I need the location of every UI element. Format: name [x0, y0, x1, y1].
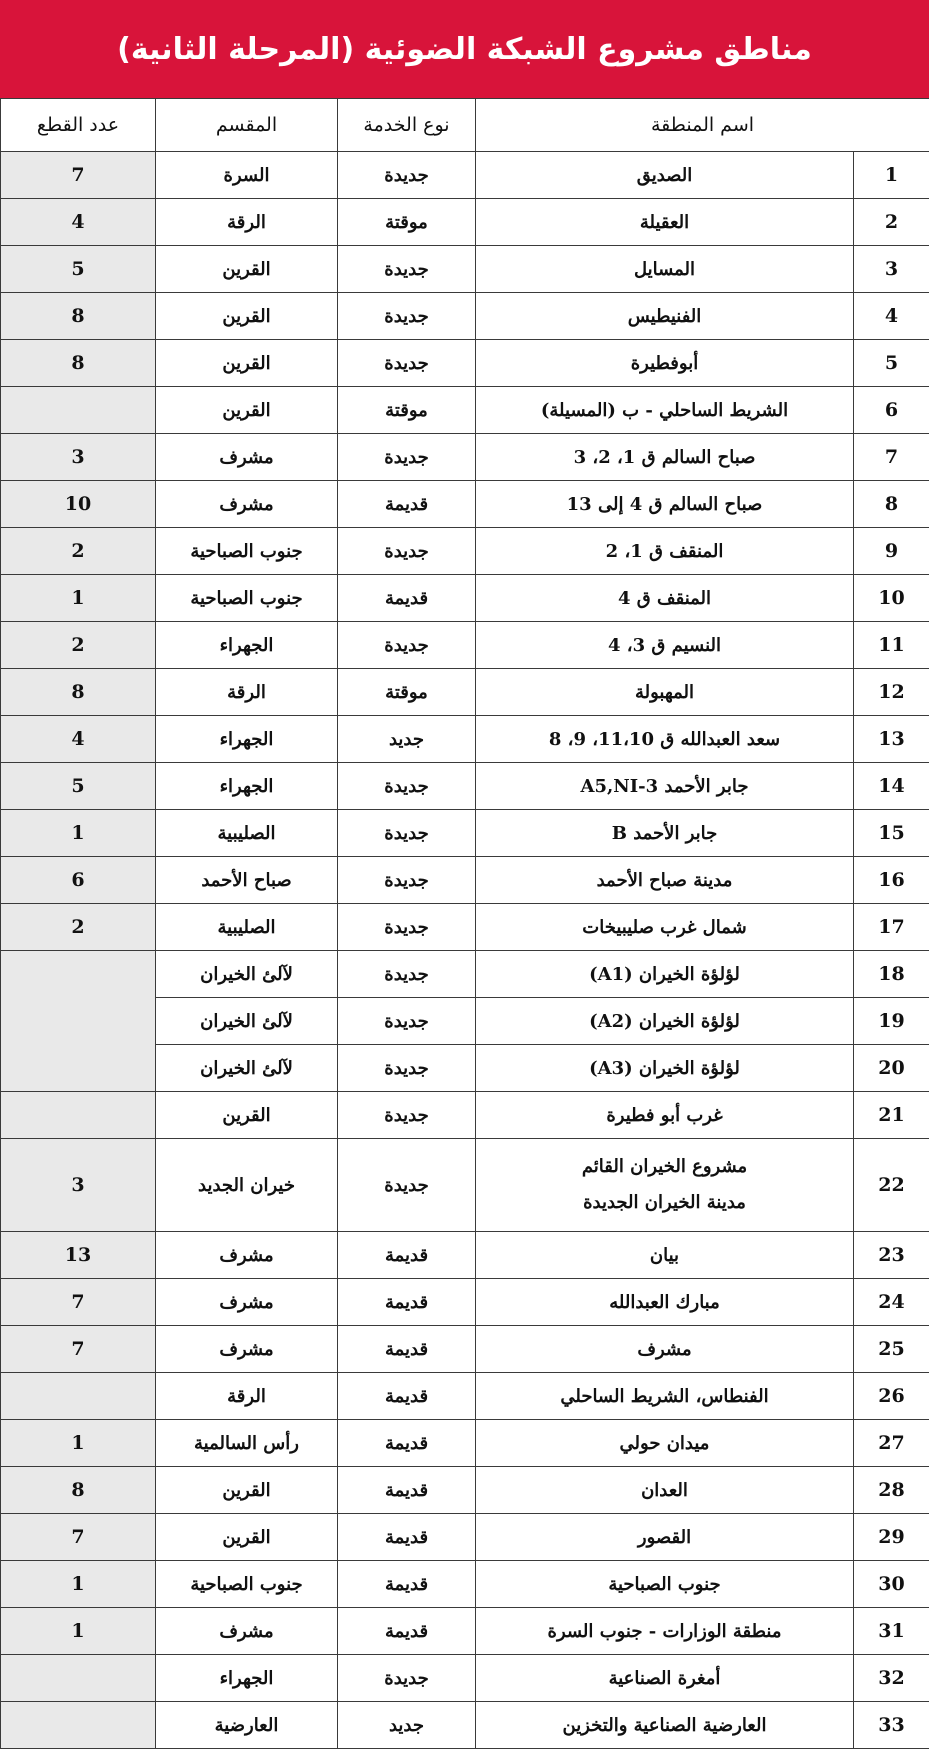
row-number: 22 [854, 1139, 929, 1232]
division-cell: القرين [156, 387, 338, 434]
table-row [1, 1561, 929, 1608]
row-number: 11 [854, 622, 929, 669]
table-row [1, 622, 929, 669]
plot-count-cell: 2 [1, 528, 156, 575]
area-name-cell: المسايل [476, 246, 854, 293]
row-number: 4 [854, 293, 929, 340]
area-name-cell: الفنيطيس [476, 293, 854, 340]
table-row [1, 904, 929, 951]
table-row [1, 1139, 929, 1232]
division-cell: مشرف [156, 434, 338, 481]
table-row [1, 246, 929, 293]
row-number: 33 [854, 1702, 929, 1749]
row-number: 7 [854, 434, 929, 481]
service-type-cell: قديمة [338, 481, 476, 528]
service-type-cell: جديدة [338, 857, 476, 904]
area-name-cell: صباح السالم ق 1، 2، 3 [476, 434, 854, 481]
division-cell: الرقة [156, 669, 338, 716]
area-name-cell: أمغرة الصناعية [476, 1655, 854, 1702]
service-type-cell: قديمة [338, 1326, 476, 1373]
table-row [1, 1514, 929, 1561]
division-cell: الجهراء [156, 622, 338, 669]
service-type-cell: جديدة [338, 951, 476, 998]
area-name-cell: العارضية الصناعية والتخزين [476, 1702, 854, 1749]
row-number: 6 [854, 387, 929, 434]
table-row [1, 293, 929, 340]
table-header-row [1, 99, 929, 152]
area-name-cell: الصديق [476, 152, 854, 199]
plot-count-cell: 7 [1, 1279, 156, 1326]
area-name-cell: جابر الأحمد A5,NI-3 [476, 763, 854, 810]
division-cell: الصليبية [156, 810, 338, 857]
plot-count-cell: 1 [1, 1420, 156, 1467]
row-number: 9 [854, 528, 929, 575]
division-cell: لآلئ الخيران [156, 998, 338, 1045]
service-type-cell: قديمة [338, 575, 476, 622]
plot-count-cell: 1 [1, 810, 156, 857]
plot-count-cell [1, 1702, 156, 1749]
service-type-cell: جديد [338, 716, 476, 763]
table-row [1, 1092, 929, 1139]
division-cell: السرة [156, 152, 338, 199]
area-name-cell: العدان [476, 1467, 854, 1514]
table-row [1, 1279, 929, 1326]
division-cell: لآلئ الخيران [156, 951, 338, 998]
table-row [1, 199, 929, 246]
area-name-cell: الفنطاس، الشريط الساحلي [476, 1373, 854, 1420]
plot-count-cell: 8 [1, 293, 156, 340]
service-type-cell: قديمة [338, 1373, 476, 1420]
table-row [1, 528, 929, 575]
service-type-cell: جديدة [338, 810, 476, 857]
row-number: 19 [854, 998, 929, 1045]
row-number: 32 [854, 1655, 929, 1702]
row-number: 17 [854, 904, 929, 951]
table-row [1, 669, 929, 716]
area-name-cell: لؤلؤة الخيران (A2) [476, 998, 854, 1045]
plot-count-cell [1, 1092, 156, 1139]
plot-count-cell: 8 [1, 340, 156, 387]
division-cell: خيران الجديد [156, 1139, 338, 1232]
division-cell: مشرف [156, 1279, 338, 1326]
plot-count-cell: 2 [1, 904, 156, 951]
row-number: 15 [854, 810, 929, 857]
division-cell: القرين [156, 1467, 338, 1514]
service-type-cell: جديدة [338, 528, 476, 575]
header-area-name: اسم المنطقة [476, 99, 929, 152]
plot-count-cell: 3 [1, 434, 156, 481]
service-type-cell: جديدة [338, 152, 476, 199]
area-name-cell: غرب أبو فطيرة [476, 1092, 854, 1139]
plot-count-cell: 6 [1, 857, 156, 904]
service-type-cell: جديدة [338, 1045, 476, 1092]
area-name-cell [476, 1139, 854, 1232]
row-number: 20 [854, 1045, 929, 1092]
plot-count-cell: 1 [1, 575, 156, 622]
area-name-cell: العقيلة [476, 199, 854, 246]
table-row [1, 434, 929, 481]
service-type-cell: موقتة [338, 387, 476, 434]
division-cell: العارضية [156, 1702, 338, 1749]
table-row [1, 1702, 929, 1749]
row-number: 23 [854, 1232, 929, 1279]
area-name-cell: المنقف ق 1، 2 [476, 528, 854, 575]
table-row [1, 575, 929, 622]
service-type-cell: قديمة [338, 1608, 476, 1655]
division-cell: الصليبية [156, 904, 338, 951]
area-name-cell: مدينة صباح الأحمد [476, 857, 854, 904]
service-type-cell: جديدة [338, 1655, 476, 1702]
plot-count-cell: 1 [1, 1561, 156, 1608]
division-cell: الرقة [156, 199, 338, 246]
service-type-cell: قديمة [338, 1420, 476, 1467]
table-row [1, 1655, 929, 1702]
row-number: 16 [854, 857, 929, 904]
plot-count-cell: 8 [1, 1467, 156, 1514]
plot-count-cell: 7 [1, 152, 156, 199]
table-row [1, 763, 929, 810]
division-cell: صباح الأحمد [156, 857, 338, 904]
service-type-cell: جديدة [338, 763, 476, 810]
division-cell: الجهراء [156, 1655, 338, 1702]
plot-count-cell [1, 1373, 156, 1420]
row-number: 5 [854, 340, 929, 387]
table-row [1, 1608, 929, 1655]
service-type-cell: جديدة [338, 340, 476, 387]
service-type-cell: قديمة [338, 1232, 476, 1279]
area-name-line-2: مدينة الخيران الجديدة [583, 1192, 746, 1213]
row-number: 10 [854, 575, 929, 622]
plot-count-cell [1, 1655, 156, 1702]
area-name-cell: أبوفطيرة [476, 340, 854, 387]
row-number: 31 [854, 1608, 929, 1655]
header-division: المقسم [156, 99, 338, 152]
service-type-cell: جديدة [338, 1139, 476, 1232]
division-cell: مشرف [156, 481, 338, 528]
division-cell: مشرف [156, 1608, 338, 1655]
plot-count-cell [1, 951, 156, 1092]
division-cell: مشرف [156, 1232, 338, 1279]
service-type-cell: موقتة [338, 199, 476, 246]
plot-count-cell: 4 [1, 199, 156, 246]
row-number: 29 [854, 1514, 929, 1561]
row-number: 2 [854, 199, 929, 246]
table-row [1, 340, 929, 387]
areas-table [0, 98, 929, 1749]
division-cell: الجهراء [156, 716, 338, 763]
division-cell: القرين [156, 293, 338, 340]
division-cell: القرين [156, 1092, 338, 1139]
table-row [1, 857, 929, 904]
area-name-cell: الشريط الساحلي - ب (المسيلة) [476, 387, 854, 434]
row-number: 21 [854, 1092, 929, 1139]
service-type-cell: جديد [338, 1702, 476, 1749]
table-row [1, 1326, 929, 1373]
header-plot-count: عدد القطع [1, 99, 156, 152]
division-cell: رأس السالمية [156, 1420, 338, 1467]
area-name-cell: بيان [476, 1232, 854, 1279]
table-row [1, 387, 929, 434]
row-number: 1 [854, 152, 929, 199]
division-cell: القرين [156, 1514, 338, 1561]
table-row [1, 1467, 929, 1514]
plot-count-cell: 5 [1, 246, 156, 293]
service-type-cell: جديدة [338, 1092, 476, 1139]
area-name-cell: مشرف [476, 1326, 854, 1373]
area-name-cell: جابر الأحمد B [476, 810, 854, 857]
row-number: 3 [854, 246, 929, 293]
row-number: 30 [854, 1561, 929, 1608]
area-name-cell: المنقف ق 4 [476, 575, 854, 622]
area-name-cell: سعد العبدالله ق 11،10، 9، 8 [476, 716, 854, 763]
row-number: 28 [854, 1467, 929, 1514]
area-name-cell: ميدان حولي [476, 1420, 854, 1467]
service-type-cell: جديدة [338, 622, 476, 669]
row-number: 26 [854, 1373, 929, 1420]
service-type-cell: قديمة [338, 1514, 476, 1561]
area-name-cell: منطقة الوزارات - جنوب السرة [476, 1608, 854, 1655]
table-row [1, 951, 929, 998]
area-name-cell: مبارك العبدالله [476, 1279, 854, 1326]
table-row [1, 810, 929, 857]
area-name-cell: لؤلؤة الخيران (A3) [476, 1045, 854, 1092]
area-name-cell: صباح السالم ق 4 إلى 13 [476, 481, 854, 528]
table-row [1, 1420, 929, 1467]
header-service-type: نوع الخدمة [338, 99, 476, 152]
plot-count-cell: 3 [1, 1139, 156, 1232]
table-row [1, 1232, 929, 1279]
plot-count-cell: 4 [1, 716, 156, 763]
plot-count-cell: 7 [1, 1514, 156, 1561]
service-type-cell: جديدة [338, 293, 476, 340]
service-type-cell: جديدة [338, 998, 476, 1045]
division-cell: الجهراء [156, 763, 338, 810]
plot-count-cell: 5 [1, 763, 156, 810]
division-cell: لآلئ الخيران [156, 1045, 338, 1092]
row-number: 13 [854, 716, 929, 763]
division-cell: الرقة [156, 1373, 338, 1420]
plot-count-cell: 13 [1, 1232, 156, 1279]
plot-count-cell: 1 [1, 1608, 156, 1655]
row-number: 12 [854, 669, 929, 716]
service-type-cell: قديمة [338, 1561, 476, 1608]
row-number: 8 [854, 481, 929, 528]
area-name-line-1: مشروع الخيران القائم [581, 1156, 748, 1177]
division-cell: جنوب الصباحية [156, 575, 338, 622]
service-type-cell: قديمة [338, 1467, 476, 1514]
plot-count-cell: 2 [1, 622, 156, 669]
plot-count-cell: 7 [1, 1326, 156, 1373]
division-cell: القرين [156, 246, 338, 293]
service-type-cell: جديدة [338, 904, 476, 951]
table-row [1, 1373, 929, 1420]
service-type-cell: جديدة [338, 434, 476, 481]
plot-count-cell: 10 [1, 481, 156, 528]
division-cell: القرين [156, 340, 338, 387]
table-row [1, 716, 929, 763]
table-row [1, 152, 929, 199]
row-number: 24 [854, 1279, 929, 1326]
area-name-cell: النسيم ق 3، 4 [476, 622, 854, 669]
table-row [1, 481, 929, 528]
row-number: 18 [854, 951, 929, 998]
area-name-cell: القصور [476, 1514, 854, 1561]
service-type-cell: موقتة [338, 669, 476, 716]
division-cell: مشرف [156, 1326, 338, 1373]
row-number: 14 [854, 763, 929, 810]
row-number: 25 [854, 1326, 929, 1373]
area-name-cell: المهبولة [476, 669, 854, 716]
area-name-cell: شمال غرب صليبيخات [476, 904, 854, 951]
plot-count-cell [1, 387, 156, 434]
row-number: 27 [854, 1420, 929, 1467]
title-banner [0, 0, 929, 98]
page-title: مناطق مشروع الشبكة الضوئية (المرحلة الثانية) [117, 31, 812, 67]
area-name-cell: جنوب الصباحية [476, 1561, 854, 1608]
area-name-cell: لؤلؤة الخيران (A1) [476, 951, 854, 998]
service-type-cell: قديمة [338, 1279, 476, 1326]
division-cell: جنوب الصباحية [156, 528, 338, 575]
plot-count-cell: 8 [1, 669, 156, 716]
division-cell: جنوب الصباحية [156, 1561, 338, 1608]
service-type-cell: جديدة [338, 246, 476, 293]
